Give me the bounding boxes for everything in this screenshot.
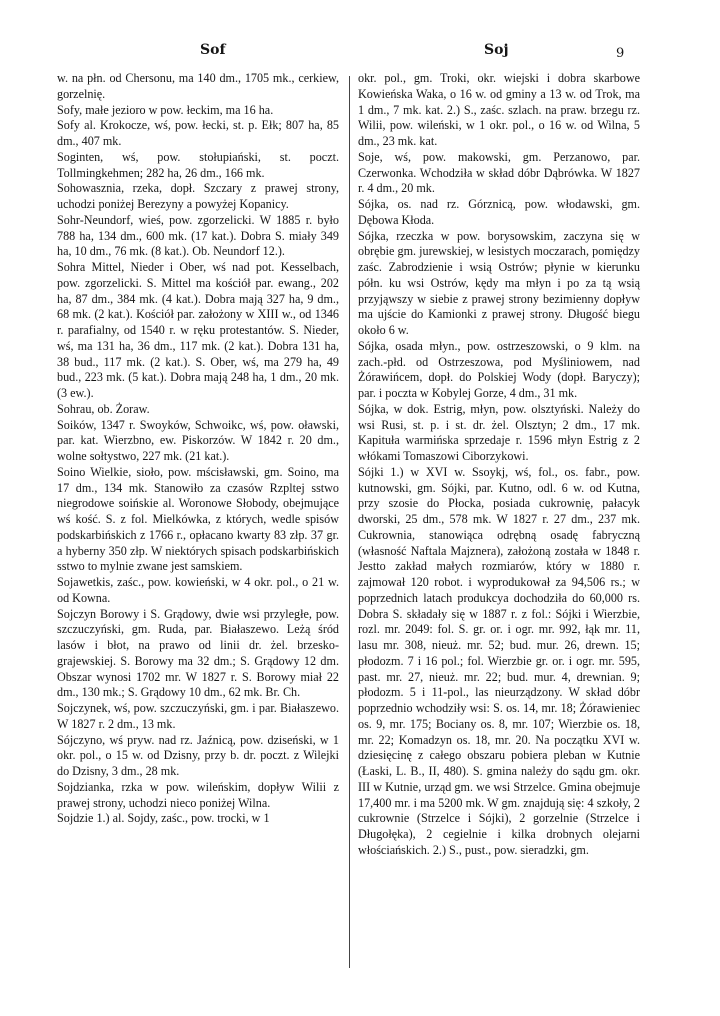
left-column	[57, 71, 339, 827]
entry-sojczynek: Sojczynek, wś, pow. szczuczyński, gm. i par. Białaszewo. W 1827 r. 2 dm., 13 mk.	[57, 701, 339, 731]
page-number: 9	[616, 46, 625, 61]
entry-sojdzie-continued: okr. pol., gm. Troki, okr. wiejski i dobra skarbowe Kowieńska Waka, o 16 w. od gminy a 13 w. od Trok, ma 1 dm., 7 mk. kat. 2.) S., zaśc. szlach. na praw. brzegu rz. Wilii, pow. wileński, w 1 okr. pol., o 16 w. od Wilna, 5 dm., 23 mk. kat.	[358, 71, 640, 148]
entry-sofy-lake: Sofy, małe jezioro w pow. łeckim, ma 16 ha.	[57, 102, 274, 117]
entry-soikow: Soików, 1347 r. Swoyków, Schwoikc, wś, pow. oławski, par. kat. Wierzbno, ew. Piskorzów. W 1842 r. 20 dm., wolne sołtystwo, 227 mk. (21 kat.).	[57, 417, 339, 463]
entry-sojawetkis: Sojawetkis, zaśc., pow. kowieński, w 4 okr. pol., o 21 w. od Kowna.	[57, 575, 339, 605]
entry-sojka-mill: Sójka, osada młyn., pow. ostrzeszowski, o 9 klm. na zach.-płd. od Ostrzeszowa, pod Myśliniowem, nad Żórawińcem, dopł. do Polskiej Wody (dopł. Baryczy); par. i poczta w Kobylej Gorze, 4 dm., 31 mk.	[358, 338, 640, 400]
entry-sojka-settlement: Sójka, os. nad rz. Górznicą, pow. włodawski, gm. Dębowa Kłoda.	[358, 197, 640, 227]
entry-sojki: Sójki 1.) w XVI w. Ssoykj, wś, fol., os. fabr., pow. kutnowski, gm. Sójki, par. Kutno, odl. 6 w. od Kutna, przy szosie do Płocka, posiada cukrownię, pałacyk dworski, 25 dm., 578 mk. W 1827 r. 27 dm., 237 mk. Cukrownia, stanowiąca odrębną osadę fabryczną (własność Naftala Majznera), założoną została w 1848 r. Jestto zakład małych rozmiarów, który w 1880 r. zajmował 120 robot. i wyprodukował za 94,506 rs.; w poprzednich latach produkcya dochodziła do 60,000 rs. Dobra S. składały się w 1887 r. z fol.: Sójki i Wierzbie, rozl. mr. 2049: fol. S. gr. or. i ogr. mr. 992, łąk mr. 11, lasu mr. 308, nieuż. mr. 52; bud. mur. 26, drewn. 15; płodozm. 7 i 16 pol.; fol. Wierzbie gr. or. i ogr. mr. 595, past. mr. 27, nieuż. mr. 22; bud. mur. 4, drewnian. 9; płodozm. 5 i 11-pol., las nieurządzony. W skład dóbr poprzednio wchodziły wsi: S. os. 14, mr. 18; Żórawieniec os. 9, mr. 175; Bociany os. 8, mr. 107; Wierzbie os. 18, mr. 22; Komadzyn os. 18, mr. 20. Na początku XVI w. dziesięcinę z całego obszaru pobiera pleban w Kutnie (Łaski, L. B., II, 480). S. gmina należy do sądu gm. okr. III w Kutnie, urząd gm. we wsi Strzelce. Gmina obejmuje 17,400 mr. i ma 5200 mk. W gm. znajdują się: 4 szkoły, 2 cukrownie (Strzelce i Sójki), 2 gorzelnie (Strzelce i Długołęka), 2 cegielnie i kilka drobnych olejarni włościańskich. 2.) S., pust., pow. sieradzki, gm.	[358, 464, 640, 857]
entry-soginten: Soginten, wś, pow. stołupiański, st. poczt. Tollmingkehmen; 282 ha, 26 dm., 166 mk.	[57, 149, 339, 180]
running-head-center: Soj	[484, 42, 509, 58]
entry-sojdzie: Sojdzie 1.) al. Sojdy, zaśc., pow. trocki, w 1	[57, 811, 270, 826]
entry-sohr-neundorf: Sohr-Neundorf, wieś, pow. zgorzelicki. W 1885 r. było 788 ha, 134 dm., 600 mk. (17 kat.). Dobra S. miały 349 ha, 10 dm., 76 mk. (8 kat.). Ob. Neundorf 12.).	[57, 212, 339, 259]
entry-soje: Soje, wś, pow. makowski, gm. Perzanowo, par. Czerwonka. Wchodziła w skład dóbr Dąbrówka. W 1827 r. 4 dm., 20 mk.	[358, 149, 640, 196]
running-head-left: Sof	[200, 42, 226, 58]
entry-soino: Soino Wielkie, sioło, pow. mścisławski, gm. Soino, ma 17 dm., 134 mk. Stanowiło za czasów Rzpltej sstwo niegrodowe soińskie al. Woronowe Słobody, obejmujące wś kość. S. z fol. Mielkówka, z których, wedle spisów podskarbińskich z 1766 r., opłacano kwarty 83 złp. 37 gr. a hyberny 350 złp. W niektórych spisach podskarbińskich sstwo to mylnie zwane jest samskiem.	[57, 464, 339, 574]
entry-sojka-river: Sójka, rzeczka w pow. borysowskim, zaczyna się w obrębie gm. jurewskiej, w lesistych moczarach, pomiędzy zaśc. Zabrodzienie i wsią Ostrów; płynie w kierunku półn. ku wsi Ostrów, kędy ma młyn i po za tą wsią przyjąwszy w siebie z prawej strony bezimienny dopływ ma ujście do Kamionki z prawej strony. Długość biegu około 6 w.	[358, 228, 640, 337]
entry-sofy-village: Sofy al. Krokocze, wś, pow. łecki, st. p. Ełk; 807 ha, 85 dm., 407 mk.	[57, 118, 339, 148]
entry-sojdzianka: Sojdzianka, rzka w pow. wileńskim, dopływ Wilii z prawej strony, uchodzi nieco poniżej Wilna.	[57, 779, 339, 810]
entry-sohra: Sohra Mittel, Nieder i Ober, wś nad pot. Kesselbach, pow. zgorzelicki. S. Mittel ma kościół par. ewang., 202 ha, 87 dm., 384 mk. (4 kat.). Dobra mają 327 ha, 9 dm., 68 mk. (2 kat.). Kościół par. założony w XIII w., od 1346 r. parafialny, od 1540 r. w ręku protestantów. S. Nieder, wś, ma 131 ha, 36 dm., 117 mk. (2 kat.). Dobra 131 ha, 38 bud., 117 mk. (2 kat.). S. Ober, wś, ma 279 ha, 49 bud., 223 mk. (5 kat.). Dobra mają 248 ha, 1 dm., 20 mk. (3 ew.).	[57, 260, 339, 400]
right-column	[358, 71, 640, 859]
entry-sojczyn: Sojczyn Borowy i S. Grądowy, dwie wsi przyległe, pow. szczuczyński, gm. Ruda, par. Białaszewo. Leżą śród lasów i błot, na prawo od linii dr. żel. brzesko-grajewskiej. S. Borowy ma 32 dm.; S. Grądowy 12 dm. Obszar wynosi 1702 mr. W 1827 r. S. Borowy miał 22 dm., 130 mk.; S. Grądowy 10 dm., 62 mk. Br. Ch.	[57, 606, 339, 700]
entry-sojczyno: Sójczyno, wś pryw. nad rz. Jaźnicą, pow. dziseński, w 1 okr. pol., o 15 w. od Dzisny, przy b. dr. poczt. z Wilejki do Dzisny, 3 dm., 28 mk.	[57, 732, 339, 778]
entry-continuation: w. na płn. od Chersonu, ma 140 dm., 1705 mk., cerkiew, gorzelnię.	[57, 71, 339, 101]
entry-sohrau: Sohrau, ob. Żoraw.	[57, 401, 150, 416]
column-divider	[349, 76, 350, 968]
entry-sojka-estrig: Sójka, w dok. Estrig, młyn, pow. olsztyński. Należy do wsi Rusi, st. p. i st. dr. żel. Olsztyn; 2 dm., 17 mk. Kapituła warmińska sprzedaje r. 1596 młyn Estrig z 2 włókami Tomaszowi Ciborzykowi.	[358, 401, 640, 463]
entry-sohowasznia: Sohowasznia, rzeka, dopł. Szczary z prawej strony, uchodzi poniżej Berezyny a powyżej Kopanicy.	[57, 181, 339, 211]
